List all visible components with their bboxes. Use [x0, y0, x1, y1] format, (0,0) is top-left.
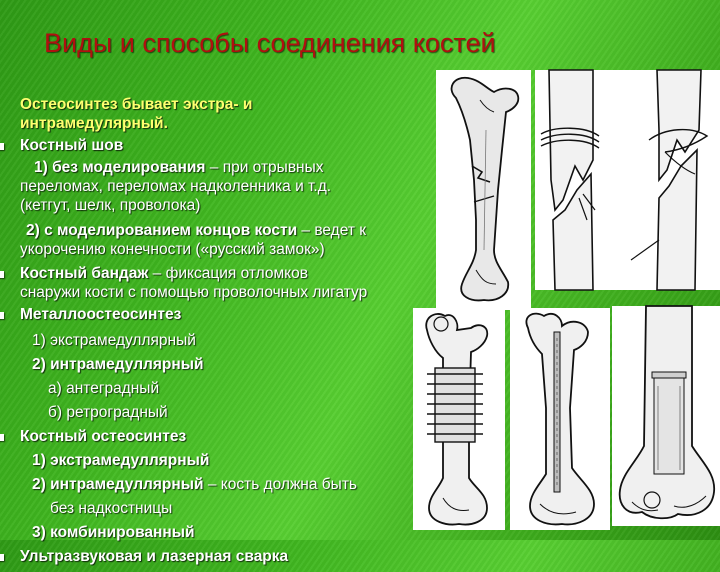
suture-item-1 — [0, 159, 440, 178]
suture-item-1-cont: (кетгут, шелк, проволока) — [20, 197, 201, 214]
bullet-metal — [0, 306, 440, 332]
bullet-bandage — [0, 265, 440, 284]
bullet-square-icon — [0, 271, 4, 278]
bullet-bone — [0, 428, 440, 452]
item-label: 1) без моделирования — [34, 159, 206, 176]
suture-item-2-cont: укорочению конечности («русский замок») — [20, 241, 325, 258]
suture-item-1-cont: переломах, переломах надколенника и т.д. — [20, 178, 332, 195]
slide-title: Виды и способы соединения костей — [44, 28, 496, 58]
bullet-last — [0, 548, 440, 572]
item-label: 2) интрамедуллярный — [32, 476, 204, 493]
bullet-heading: Ультразвуковая и лазерная сварка — [20, 548, 289, 565]
bullet-square-icon — [0, 554, 4, 561]
bullet-heading: Костный бандаж — [20, 265, 149, 282]
item-text: – при отрывных — [205, 159, 324, 176]
suture-item-2 — [0, 222, 440, 241]
bone-item-2 — [0, 476, 440, 500]
item-text: – кость должна быть — [203, 476, 357, 493]
item-label: 2) с моделированием концов кости — [26, 222, 298, 239]
metal-item-1: 1) экстрамедуллярный — [32, 332, 196, 349]
bullet-suture — [0, 137, 440, 159]
bullet-square-icon — [0, 434, 4, 441]
bullet-heading: Металлоостеосинтез — [20, 306, 182, 323]
bullet-heading: Костный шов — [20, 137, 124, 154]
cerclage-wire-illustration — [535, 70, 720, 290]
content-text — [0, 96, 440, 572]
metal-sub-a: а) антеградный — [48, 380, 160, 397]
bone-item-2-cont: без надкостницы — [50, 500, 173, 517]
metal-item-2: 2) интрамедуллярный — [32, 356, 204, 373]
bullet-square-icon — [0, 312, 4, 319]
bullet-square-icon — [0, 143, 4, 150]
bullet-text: – фиксация отломков — [148, 265, 308, 282]
femur-rod-illustration — [612, 306, 720, 526]
femur-plate-illustration — [413, 308, 505, 530]
bone-item-1: 1) экстрамедуллярный — [32, 452, 210, 469]
femur-fracture-illustration — [436, 70, 531, 310]
intro-line: Остеосинтез бывает экстра- и — [20, 96, 253, 113]
bandage-cont: снаружи кости с помощью проволочных лигатур — [20, 284, 368, 301]
bone-item-3: 3) комбинированный — [32, 524, 195, 541]
bullet-heading: Костный остеосинтез — [20, 428, 187, 445]
item-text: – ведет к — [297, 222, 367, 239]
femur-nail-illustration — [510, 308, 610, 530]
intro-line: интрамедулярный. — [20, 115, 168, 132]
metal-sub-b: б) ретроградный — [48, 404, 168, 421]
